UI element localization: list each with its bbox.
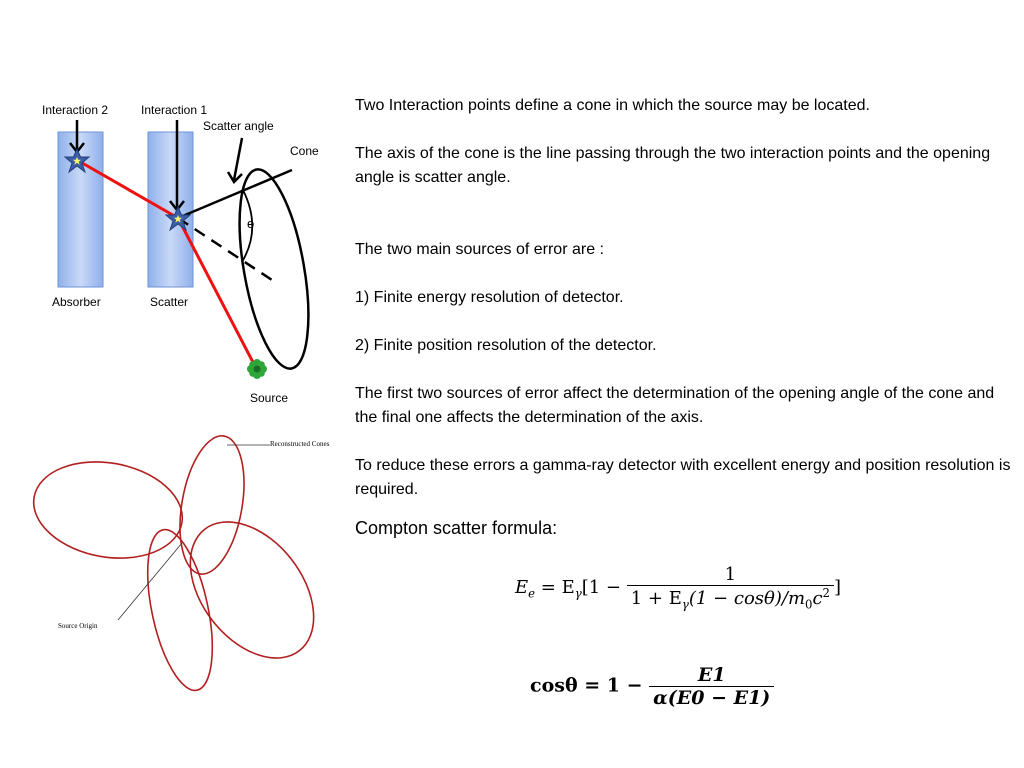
- error-item-energy: 1) Finite energy resolution of detector.: [355, 289, 624, 306]
- reconstructed-cone-ellipse-top: [170, 431, 253, 579]
- reconstructed-cone-ellipse-right: [165, 499, 339, 682]
- interaction-1-label: Interaction 1: [141, 103, 208, 117]
- source-origin-label: Source Origin: [58, 622, 98, 630]
- theta-label: ɵ: [247, 216, 255, 231]
- scatter-label: Scatter: [150, 295, 189, 309]
- ray-scatter-to-source: [178, 218, 256, 368]
- reconstructed-cones-diagram: [20, 430, 350, 700]
- error-item-position: 2) Finite position resolution of the detector.: [355, 337, 657, 354]
- absorber-detector: [58, 132, 103, 287]
- absorber-label: Absorber: [52, 295, 101, 309]
- scatter-detector: [148, 132, 193, 287]
- compton-formula-title: Compton scatter formula:: [355, 518, 558, 538]
- paragraph-error-sources: The two main sources of error are :: [355, 241, 604, 258]
- source-flower-icon: [247, 359, 267, 379]
- compton-formula-cos: cosθ = 1 − $\frac{E1}{\alpha(E0 - E1)}$: [530, 664, 774, 709]
- source-label: Source: [250, 391, 289, 405]
- reconstructed-cone-ellipse-left: [26, 451, 190, 570]
- paragraph-detector-requirement: To reduce these errors a gamma-ray detector with excellent energy and position resolution is required.: [355, 457, 1011, 498]
- source-origin-pointer: [118, 543, 182, 620]
- compton-formula-energy: $E_e = E_\gamma[1$ − $\frac{1}{1 + E_\gamma(1 - \cos\theta)/m_0c^2}$ ]: [515, 564, 842, 612]
- arrow-scatter-angle: [228, 138, 242, 182]
- cone-label: Cone: [290, 144, 319, 158]
- compton-camera-diagram: [0, 0, 340, 420]
- reconstructed-cones-label: Reconstructed Cones: [270, 440, 330, 448]
- paragraph-cone-definition: Two Interaction points define a cone in which the source may be located.: [355, 97, 870, 114]
- reconstructed-cone-ellipse-bottom: [136, 524, 225, 696]
- scatter-angle-label: Scatter angle: [203, 119, 274, 133]
- paragraph-cone-axis: The axis of the cone is the line passing through the two interaction points and the opening angle is scatter angle.: [355, 145, 991, 186]
- explanation-text: [355, 94, 1015, 502]
- paragraph-error-effects: The first two sources of error affect the determination of the opening angle of the cone and the final one affects the determination of the axis.: [355, 385, 995, 426]
- interaction-2-label: Interaction 2: [42, 103, 109, 117]
